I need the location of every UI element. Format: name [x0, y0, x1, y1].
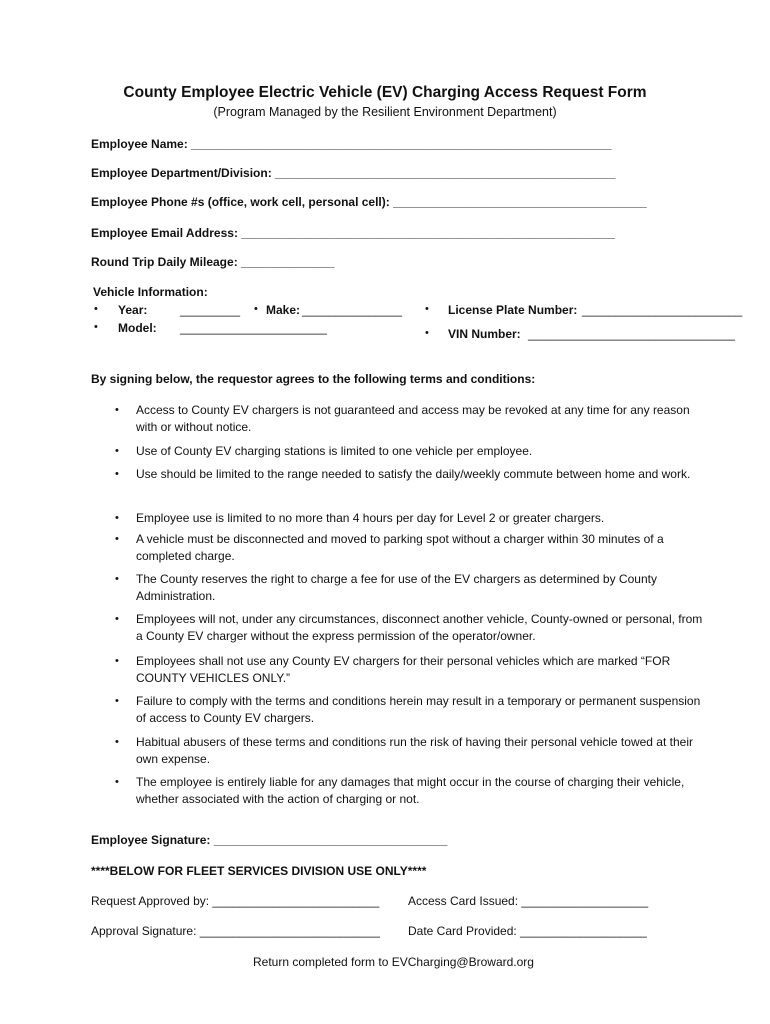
bullet-icon: •	[115, 404, 119, 416]
return-note: Return completed form to EVCharging@Broward.org	[253, 955, 534, 969]
request-approved-field[interactable]: Request Approved by: _________________________	[91, 894, 380, 908]
date-card-field[interactable]: Date Card Provided: ___________________	[408, 924, 647, 938]
bullet-icon: •	[115, 613, 119, 625]
employee-name-field[interactable]: Employee Name: _______________________________________________________________	[91, 137, 612, 151]
term-text: Failure to comply with the terms and conditions herein may result in a temporary or permanent suspension of access to County EV chargers.	[136, 694, 701, 725]
term-item	[117, 510, 707, 527]
term-item	[117, 571, 707, 605]
bullet-icon: •	[115, 445, 119, 457]
bullet-icon: •	[115, 736, 119, 748]
employee-signature-field[interactable]: Employee Signature: ___________________________________	[91, 833, 448, 847]
approval-signature-field[interactable]: Approval Signature: ___________________________	[91, 924, 380, 938]
term-item	[117, 653, 707, 687]
bullet-icon: •	[115, 512, 119, 524]
bullet-icon: •	[254, 303, 258, 315]
daily-mileage-field[interactable]: Round Trip Daily Mileage: ______________	[91, 255, 335, 269]
form-title: County Employee Electric Vehicle (EV) Charging Access Request Form	[123, 84, 647, 101]
term-item	[117, 693, 707, 727]
bullet-icon: •	[425, 303, 429, 315]
term-text: The County reserves the right to charge a fee for use of the EV chargers as determined by County Administration.	[136, 572, 657, 603]
term-text: Employees shall not use any County EV chargers for their personal vehicles which are marked “FOR COUNTY VEHICLES ONLY.”	[136, 654, 671, 685]
bullet-icon: •	[94, 321, 98, 333]
year-label: Year:	[118, 303, 148, 317]
model-label: Model:	[118, 321, 157, 335]
bullet-icon: •	[115, 573, 119, 585]
make-field[interactable]: _______________	[302, 303, 403, 317]
term-text: A vehicle must be disconnected and moved to parking spot without a charger within 30 minutes of a completed charge.	[136, 532, 664, 563]
fleet-services-heading: ****BELOW FOR FLEET SERVICES DIVISION USE ONLY****	[91, 864, 427, 878]
bullet-icon: •	[115, 533, 119, 545]
bullet-icon: •	[115, 695, 119, 707]
year-field[interactable]: _________	[180, 303, 241, 317]
make-label: Make:	[266, 303, 301, 317]
bullet-icon: •	[94, 303, 98, 315]
vehicle-info-heading: Vehicle Information:	[93, 285, 208, 299]
license-plate-field[interactable]: ________________________	[582, 303, 743, 317]
bullet-icon: •	[425, 327, 429, 339]
term-text: Access to County EV chargers is not guaranteed and access may be revoked at any time for any reason with or without notice.	[136, 403, 690, 434]
term-text: Use should be limited to the range needed to satisfy the daily/weekly commute between home and work.	[136, 467, 691, 481]
term-item	[117, 531, 707, 565]
term-item	[117, 402, 707, 436]
term-item	[117, 611, 707, 645]
employee-email-field[interactable]: Employee Email Address: ________________________________________________________	[91, 226, 616, 240]
term-item	[117, 466, 707, 483]
license-plate-label: License Plate Number:	[448, 303, 578, 317]
terms-intro: By signing below, the requestor agrees to the following terms and conditions:	[91, 372, 536, 386]
term-item	[117, 443, 707, 460]
term-text: The employee is entirely liable for any damages that might occur in the course of charging their vehicle, whether associated with the action of charging or not.	[136, 775, 685, 806]
employee-phone-field[interactable]: Employee Phone #s (office, work cell, personal cell): ______________________________________	[91, 195, 647, 209]
model-field[interactable]: ______________________	[180, 321, 327, 335]
access-card-field[interactable]: Access Card Issued: ___________________	[408, 894, 649, 908]
term-item	[117, 774, 707, 808]
term-text: Employee use is limited to no more than 4 hours per day for Level 2 or greater chargers.	[136, 511, 605, 525]
employee-department-field[interactable]: Employee Department/Division: ___________________________________________________	[91, 166, 616, 180]
form-subtitle: (Program Managed by the Resilient Environment Department)	[213, 105, 557, 119]
bullet-icon: •	[115, 655, 119, 667]
term-text: Use of County EV charging stations is limited to one vehicle per employee.	[136, 444, 533, 458]
term-text: Habitual abusers of these terms and conditions run the risk of having their personal vehicle towed at their own expense.	[136, 735, 693, 766]
bullet-icon: •	[115, 776, 119, 788]
vin-label: VIN Number:	[448, 327, 521, 341]
vin-field[interactable]: _______________________________	[528, 327, 735, 341]
term-item	[117, 734, 707, 768]
term-text: Employees will not, under any circumstances, disconnect another vehicle, County-owned or personal, from a County EV charger without the express permission of the operator/owner.	[136, 612, 703, 643]
bullet-icon: •	[115, 468, 119, 480]
